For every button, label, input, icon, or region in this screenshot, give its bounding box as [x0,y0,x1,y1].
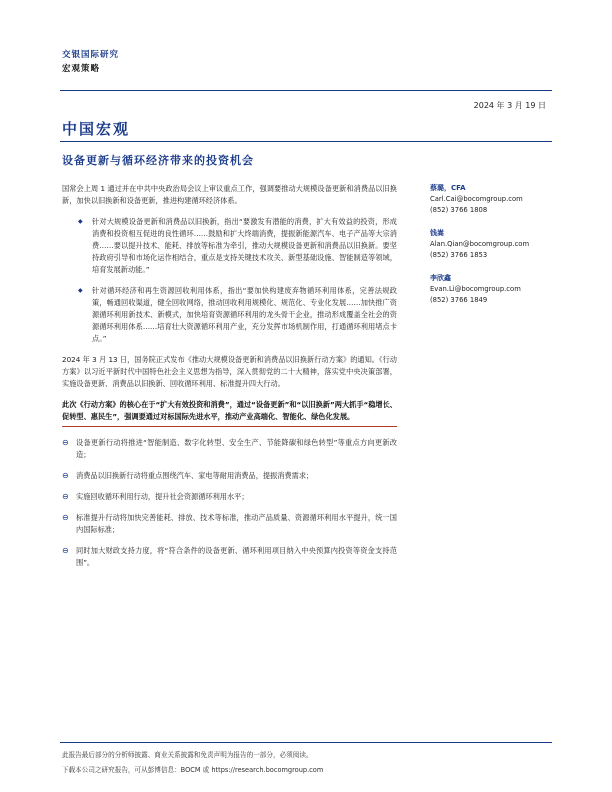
analyst-email[interactable]: Carl.Cai@bocomgroup.com [430,195,523,203]
analyst-contact [430,183,560,216]
list-item-text: 设备更新行动将推进“智能制造、数字化转型、安全生产、节能降碳和绿色转型”等重点方向更新改造； [76,438,397,459]
list-item [62,545,397,569]
circle-minus-icon: ⊖ [62,438,69,447]
circle-minus-icon: ⊖ [62,513,69,522]
disclaimer-note: 此报告最后部分的分析师披露、商业关系披露和免责声明为报告的一部分，必须阅读。 [62,751,313,759]
analyst-name: 蔡璐，CFA [430,184,466,192]
analyst-phone: (852) 3766 1849 [430,296,488,304]
diamond-bullet-icon: ◆ [78,218,83,225]
download-note[interactable]: 下载本公司之研究报告，可从彭博信息：BOCM 或 https://research.bocomgroup.com [62,766,324,774]
highlight-paragraph: 此次《行动方案》的核心在于“扩大有效投资和消费”，通过“设备更新”和“以旧换新”两大抓手“稳增长、促转型、惠民生”，强调要通过对标国际先进水平，推动产业高端化、智能化、绿色化发展。 [62,399,397,427]
analyst-email[interactable]: Evan.Li@bocomgroup.com [430,285,521,293]
list-item [62,491,397,503]
analyst-email[interactable]: Alan.Qian@bocomgroup.com [430,240,530,248]
list-item [62,470,397,482]
circle-minus-icon: ⊖ [62,471,69,480]
analyst-name: 钱嵩 [430,229,444,237]
report-date: 2024 年 3 月 19 日 [473,101,546,110]
firm-name: 交银国际研究 [62,50,120,60]
header-divider [60,90,552,91]
section-title: 中国宏观 [62,120,131,138]
list-item-text: 标准提升行动将加快完善能耗、排放、技术等标准，推动产品质量、资源循环利用水平提升，统一国内国际标准； [76,513,397,534]
department-name: 宏观策略 [62,64,101,74]
list-item-text: 实施回收循环利用行动，提升社会资源循环利用水平； [76,492,249,501]
policy-paragraph: 2024 年 3 月 13 日，国务院正式发布《推动大规模设备更新和消费品以旧换新行动方案》的通知。《行动方案》以习近平新时代中国特色社会主义思想为指导，深入贯彻党的二十大精神，落实党中央决策部署，实施设备更新、消费品以旧换新、回收循环利用、标准提升四大行动。 [62,355,397,388]
circle-minus-icon: ⊖ [62,492,69,501]
analyst-phone: (852) 3766 1808 [430,206,488,214]
bullet-item [78,216,397,276]
list-item [62,437,397,461]
bullet-text: 针对循环经济和再生资源回收利用体系，指出“要加快构建废弃物循环利用体系，完善法规政策，畅通回收渠道，健全回收网络，推动回收利用规模化、规范化、专业化发展……加快推广资源循环利用新技术、新模式，加快培育资源循环利用的龙头骨干企业，推动形成覆盖全社会的资源循环利用体系……培育壮大资源循环利用产业，充分发挥市场机制作用，打通循环利用堵点卡点。” [92,286,397,343]
list-item-text: 同时加大财政支持力度，将“符合条件的设备更新、循环利用项目纳入中央预算内投资等资金支持范围”。 [76,546,397,567]
circle-minus-icon: ⊖ [62,546,69,555]
main-body [62,183,397,578]
report-title: 设备更新与循环经济带来的投资机会 [62,154,254,167]
analyst-contact [430,273,560,306]
footer-divider [60,742,552,743]
analyst-sidebar [430,183,560,318]
bullet-item [78,285,397,345]
analyst-phone: (852) 3766 1853 [430,251,488,259]
list-item [62,512,397,536]
list-item-text: 消费品以旧换新行动将重点围绕汽车、家电等耐用消费品，提振消费需求； [76,471,314,480]
section-divider [60,141,552,142]
diamond-bullet-icon: ◆ [78,287,83,294]
analyst-name: 李欣鑫 [430,274,451,282]
analyst-contact [430,228,560,261]
bullet-text: 针对大规模设备更新和消费品以旧换新，指出“要激发有潜能的消费，扩大有效益的投资，形成消费和投资相互促进的良性循环……鼓励和扩大终端消费，提振新能源汽车、电子产品等大宗消费……要以提升技术、能耗、排放等标准为牵引，推动大规模设备更新和消费品以旧换新。要坚持政府引导和市场化运作相结合，重点是支持关键技术攻关、新型基础设施、智能制造等领域，培育发展新动能。” [92,217,397,274]
intro-paragraph: 国常会上周 1 通过并在中共中央政治局会议上审议重点工作，强调要推动大规模设备更新和消费品以旧换新，加快以旧换新和设备更新，推进构建循环经济体系。 [62,184,397,205]
